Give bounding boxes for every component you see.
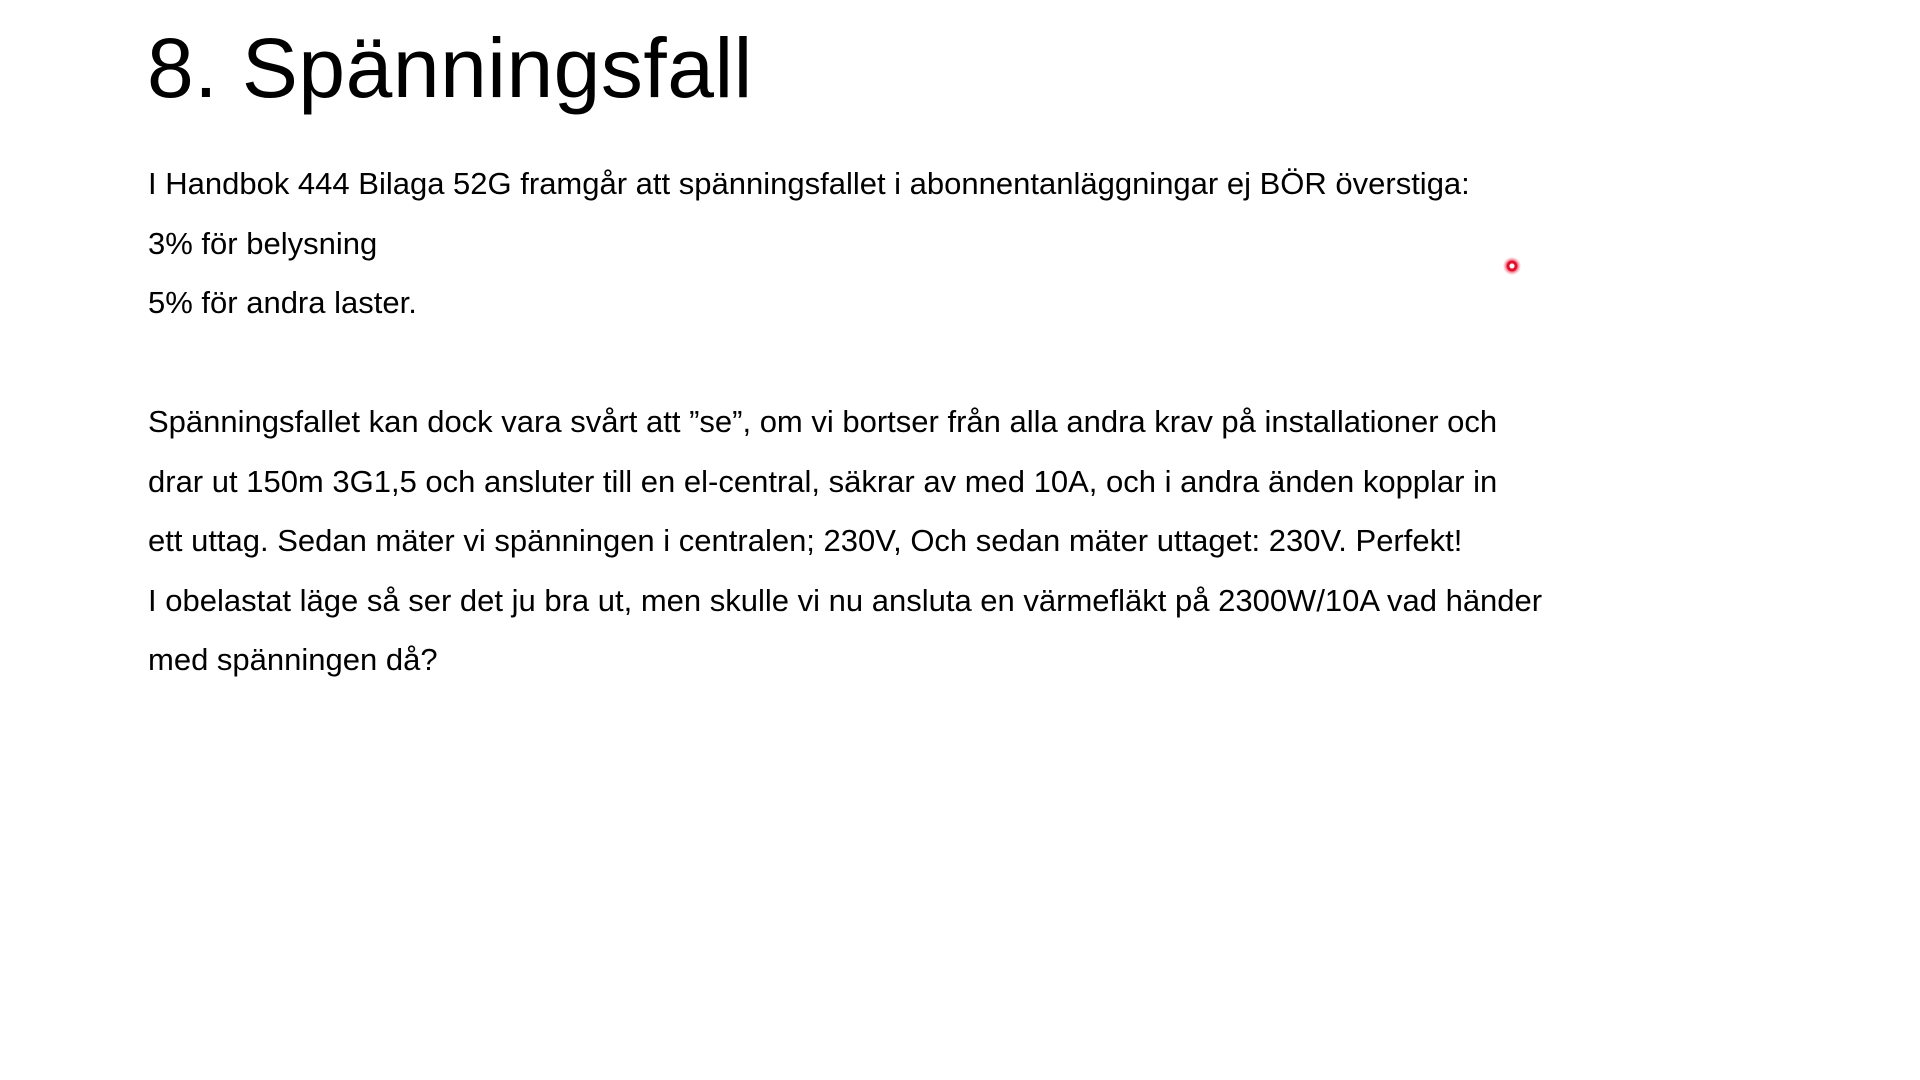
body-line: I Handbok 444 Bilaga 52G framgår att spänningsfallet i abonnentanläggningar ej BÖR överstiga:	[148, 166, 1470, 201]
body-line: Spänningsfallet kan dock vara svårt att ”se”, om vi bortser från alla andra krav på installationer och	[148, 404, 1498, 439]
body-line: drar ut 150m 3G1,5 och ansluter till en el-central, säkrar av med 10A, och i andra änden kopplar in	[148, 463, 1498, 499]
body-line: ett uttag. Sedan mäter vi spänningen i centralen; 230V, Och sedan mäter uttaget: 230V. Perfekt!	[148, 523, 1463, 558]
body-line: I obelastat läge så ser det ju bra ut, men skulle vi nu ansluta en värmefläkt på 2300W/10A vad händer	[148, 582, 1543, 618]
body-line: 3% för belysning	[148, 225, 378, 261]
paragraph-spacer	[148, 333, 1808, 393]
body-line: med spänningen då?	[148, 642, 438, 677]
laser-pointer-icon	[1503, 257, 1521, 275]
slide-body	[148, 154, 1808, 690]
slide-title: 8. Spänningsfall	[147, 21, 753, 115]
body-line: 5% för andra laster.	[148, 285, 417, 320]
